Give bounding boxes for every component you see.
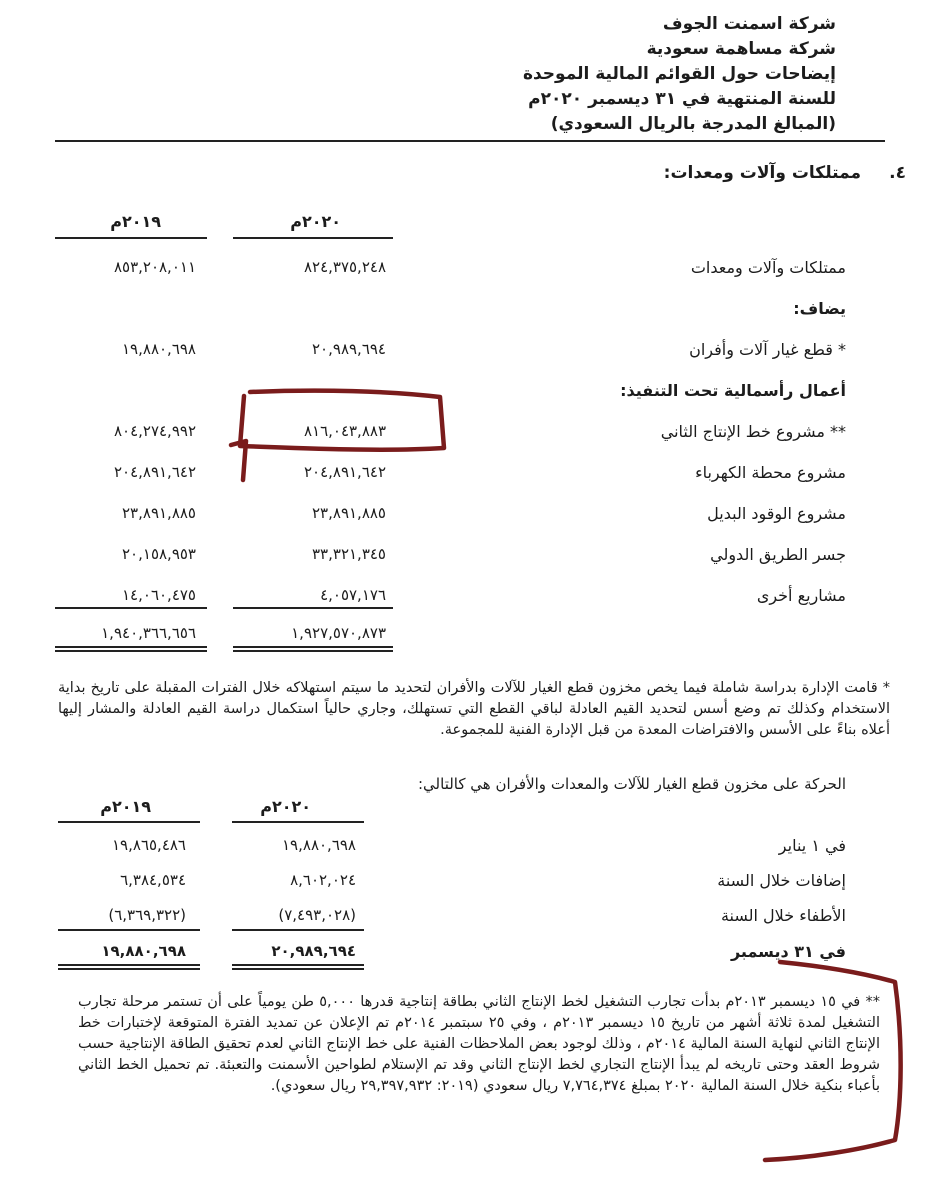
table2-total-rule-2019-a [58,964,200,966]
table1-total-rule-2019-a [55,646,207,648]
table1-total-rule-2020-b [233,650,393,652]
movement-opening-2019: ١٩,٨٦٥,٤٨٦ [112,836,186,854]
table2-total-rule-2020-b [232,968,364,970]
row-bridge-label: جسر الطريق الدولي [710,545,846,564]
row-other-2020: ٤,٠٥٧,١٧٦ [320,586,386,604]
table1-subtotal-rule-2019 [55,607,207,609]
row-spares-2019: ١٩,٨٨٠,٦٩٨ [122,340,196,358]
movement-amortization-2020: (٧,٤٩٣,٠٢٨) [278,906,356,924]
row-line2-2019: ٨٠٤,٢٧٤,٩٩٢ [113,422,196,440]
table2-col-2020-rule [232,821,364,823]
row-fuel-2019: ٢٣,٨٩١,٨٨٥ [122,504,196,522]
movement-closing-2020: ٢٠,٩٨٩,٦٩٤ [271,942,356,960]
table2-subtotal-rule-2019 [58,929,200,931]
row-bridge-2020: ٣٣,٣٢١,٣٤٥ [312,545,386,563]
table1-total-rule-2019-b [55,650,207,652]
table2-total-rule-2020-a [232,964,364,966]
table1-col-2019: ٢٠١٩م [110,212,161,231]
period-line: للسنة المنتهية في ٣١ ديسمبر ٢٠٢٠م [528,89,836,109]
movement-additions-2019: ٦,٣٨٤,٥٣٤ [120,871,186,889]
row-line2-2020: ٨١٦,٠٤٣,٨٨٣ [303,422,386,440]
table2-col-2019: ٢٠١٩م [100,797,151,816]
movement-closing-label: في ٣١ ديسمبر [730,942,846,961]
row-bridge-2019: ٢٠,١٥٨,٩٥٣ [122,545,196,563]
note-production-line: ** في ١٥ ديسمبر ٢٠١٣م بدأت تجارب التشغيل لخط الإنتاج الثاني بطاقة إنتاجية قدرها ٥,٠٠٠ طن يومياً على أن تستمر مرحلة تجارب التشغيل لمدة ثلاثة أشهر من تاريخ ١٥ ديسمبر ٢٠١٣م ، وفي ٢٥ سبتمبر ٢٠١٤م تم الإعلان عن تمديد الفترة المتوقعة لإختبارات خط الإنتاج الثاني لنهاية السنة المالية ٢٠١٤م ، وذلك لوجود بعض الملاحظات الفنية على خط الإنتاج الثاني لعدم تحقيق الطاقة الإنتاجية حسب شروط العقد وحتى تاريخه لم يبدأ الإنتاج التجاري لخط الإنتاج الثاني وقد تم الإستلام لطواحين الأسمنت والتعبئة. تم تحميل الخط الثاني بأعباء بنكية خلال السنة المالية ٢٠٢٠ بمبلغ ٧,٧٦٤,٣٧٤ ريال سعودي (٢٠١٩: ٢٩,٣٩٧,٩٣٢ ريال سعودي). [78,994,880,1094]
row-spares-label: * قطع غيار آلات وأفران [689,340,846,359]
table1-col-2020-rule [233,237,393,239]
movement-additions-2020: ٨,٦٠٢,٠٢٤ [290,871,356,889]
row-power-2019: ٢٠٤,٨٩١,٦٤٢ [113,463,196,481]
currency-note: (المبالغ المدرجة بالريال السعودي) [550,114,836,134]
row-fuel-2020: ٢٣,٨٩١,٨٨٥ [312,504,386,522]
movement-opening-2020: ١٩,٨٨٠,٦٩٨ [282,836,356,854]
row-other-label: مشاريع أخرى [756,586,846,605]
table1-col-2019-rule [55,237,207,239]
table2-subtotal-rule-2020 [232,929,364,931]
header-divider [55,140,885,142]
table2-total-rule-2019-b [58,968,200,970]
row-power-2020: ٢٠٤,٨٩١,٦٤٢ [303,463,386,481]
company-name: شركة اسمنت الجوف [662,14,836,34]
row-spares-2020: ٢٠,٩٨٩,٦٩٤ [312,340,386,358]
table1-subtotal-rule-2020 [233,607,393,609]
row-fuel-label: مشروع الوقود البديل [707,504,846,523]
row-cwip-label: أعمال رأسمالية تحت التنفيذ: [620,381,846,400]
movement-amortization-label: الأطفاء خلال السنة [720,906,846,925]
row-line2-label: ** مشروع خط الإنتاج الثاني [660,422,846,441]
table1-total-rule-2020-a [233,646,393,648]
annotation-box-line2 [240,391,444,450]
row-ppe-2020: ٨٢٤,٣٧٥,٢٤٨ [303,258,386,276]
table2-col-2019-rule [58,821,200,823]
row-other-2019: ١٤,٠٦٠,٤٧٥ [122,586,196,604]
row-ppe-label: ممتلكات وآلات ومعدات [690,258,846,277]
movement-opening-label: في ١ يناير [778,836,846,855]
movement-amortization-2019: (٦,٣٦٩,٣٢٢) [108,906,186,924]
table1-total-2020: ١,٩٢٧,٥٧٠,٨٧٣ [291,624,386,642]
row-add-label: يضاف: [793,299,846,318]
company-type: شركة مساهمة سعودية [646,39,836,59]
movement-closing-2019: ١٩,٨٨٠,٦٩٨ [101,942,186,960]
row-power-label: مشروع محطة الكهرباء [695,463,846,482]
movement-intro: الحركة على مخزون قطع الغيار للآلات والمعدات والأفران هي كالتالي: [418,775,846,793]
section-title: ممتلكات وآلات ومعدات: [663,163,861,183]
statement-title: إيضاحات حول القوائم المالية الموحدة [522,64,836,84]
note-spare-parts: * قامت الإدارة بدراسة شاملة فيما يخص مخزون قطع الغيار للآلات والأفران لتحديد ما سيتم استهلاكه خلال الفترات المقبلة على تاريخ بداية الاستخدام وكذلك تم وضع أسس لتحديد القيم العادلة لباقي القطع التي تستهلك، وجاري حالياً استكمال دراسة القيم العادلة والمشار إليها أعلاه بناءً على الأسس والافتراضات المعدة من قبل الإدارة الفنية للمجموعة. [58,680,890,738]
table1-col-2020: ٢٠٢٠م [290,212,341,231]
row-ppe-2019: ٨٥٣,٢٠٨,٠١١ [113,258,196,276]
movement-additions-label: إضافات خلال السنة [717,871,846,890]
annotation-tick-line2 [231,441,246,480]
section-number: ٤. [889,163,906,183]
table1-total-2019: ١,٩٤٠,٣٦٦,٦٥٦ [101,624,196,642]
table2-col-2020: ٢٠٢٠م [260,797,311,816]
